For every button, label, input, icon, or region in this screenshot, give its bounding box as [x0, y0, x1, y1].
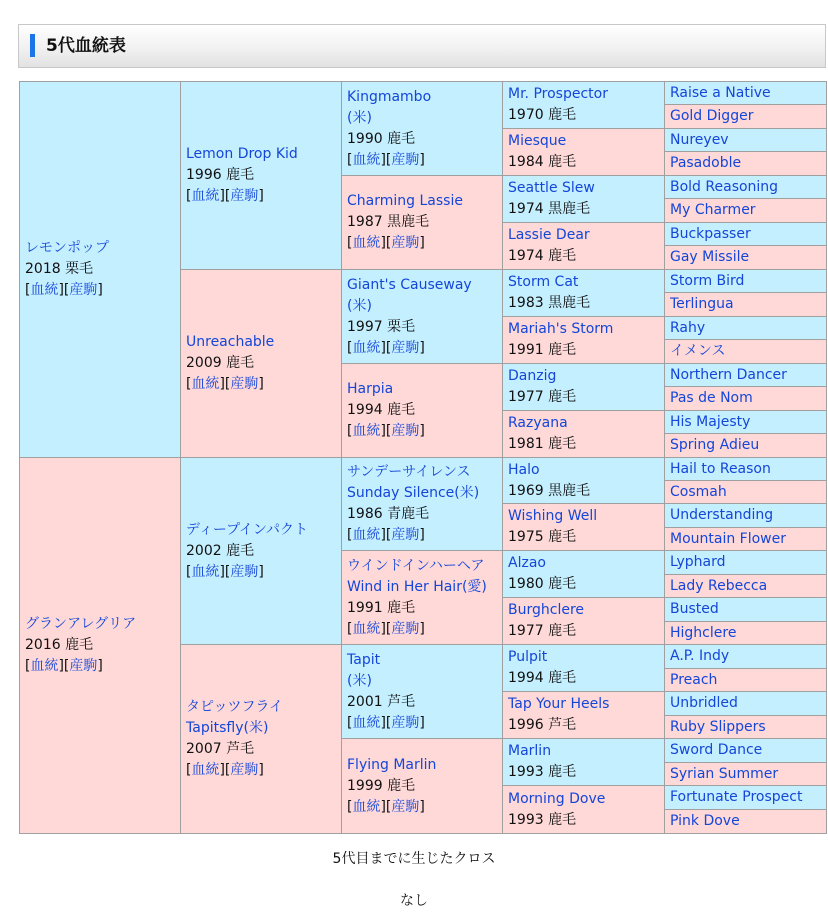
- horse-name-link[interactable]: イメンス: [670, 343, 726, 359]
- pedigree-cell-gen5: [665, 199, 826, 223]
- pedigree-cell-gen5: [665, 434, 826, 458]
- horse-info: 1983 黒鹿毛: [508, 295, 591, 311]
- pedigree-cell-gen5: [665, 622, 826, 645]
- bloodline-link[interactable]: 血統: [352, 151, 381, 168]
- horse-name-link[interactable]: Rahy: [670, 319, 706, 336]
- horse-links: [血統][産駒]: [186, 762, 264, 778]
- horse-name-link[interactable]: Unbridled: [670, 695, 738, 711]
- horse-name-link[interactable]: Sunday Silence(米): [347, 485, 480, 501]
- horse-name-link[interactable]: Miesque: [508, 133, 567, 149]
- cross-heading: 5代目までに生じたクロス: [332, 851, 496, 867]
- horse-name-link[interactable]: Pas de Nom: [670, 390, 753, 406]
- horse-name-link[interactable]: Raise a Native: [670, 84, 771, 101]
- horse-name-link[interactable]: Marlin: [508, 743, 552, 759]
- pedigree-cell-gen5: [665, 293, 826, 317]
- horse-info: 1993 鹿毛: [508, 811, 577, 828]
- horse-name-link[interactable]: Kingmambo: [347, 88, 432, 105]
- progeny-link[interactable]: 産駒: [391, 339, 420, 356]
- bloodline-link[interactable]: 血統: [352, 620, 381, 637]
- horse-name-link[interactable]: レモンポップ: [25, 240, 109, 256]
- section-header: [18, 24, 826, 68]
- horse-info: 1980 鹿毛: [508, 576, 577, 592]
- pedigree-cell-gen2: [181, 645, 342, 833]
- pedigree-cell-gen4: [503, 411, 665, 458]
- horse-name-link[interactable]: Harpia: [347, 381, 394, 397]
- pedigree-cell-gen5: [665, 716, 826, 739]
- horse-name-link[interactable]: Pink Dove: [670, 813, 740, 829]
- bloodline-link[interactable]: 血統: [352, 527, 381, 543]
- pedigree-cell-gen5: [665, 481, 826, 504]
- horse-info: 1994 鹿毛: [347, 402, 416, 418]
- progeny-link[interactable]: 産駒: [391, 235, 420, 251]
- horse-name-link[interactable]: Giant's Causeway: [347, 276, 472, 293]
- pedigree-cell-gen4: [503, 551, 665, 598]
- horse-name-link[interactable]: Northern Dancer: [670, 366, 787, 383]
- horse-name-link[interactable]: Flying Marlin: [347, 756, 437, 773]
- pedigree-cell-gen3: [342, 645, 503, 739]
- horse-name-link[interactable]: Sword Dance: [670, 742, 763, 758]
- pedigree-cell-gen5: [665, 739, 826, 763]
- pedigree-cell-gen4: [503, 504, 665, 551]
- pedigree-cell-gen4: [503, 645, 665, 692]
- horse-name-link[interactable]: グランアレグリア: [25, 616, 137, 632]
- horse-info: 1991 鹿毛: [508, 342, 577, 358]
- horse-links: [血統][産駒]: [186, 376, 264, 392]
- pedigree-cell-gen4: [503, 82, 665, 129]
- pedigree-cell-gen5: [665, 810, 826, 833]
- pedigree-cell-gen5: [665, 82, 826, 105]
- section-title: 5代血統表: [46, 36, 126, 56]
- horse-info: 2009 鹿毛: [186, 355, 255, 371]
- pedigree-cell-gen3: [342, 551, 503, 645]
- horse-links: [血統][産駒]: [347, 235, 425, 251]
- pedigree-cell-gen5: [665, 223, 826, 246]
- horse-links: [血統][産駒]: [186, 188, 264, 204]
- horse-info: 1977 鹿毛: [508, 389, 577, 405]
- pedigree-cell-gen5: [665, 504, 826, 528]
- horse-name-link[interactable]: Highclere: [670, 624, 737, 641]
- horse-name-link[interactable]: Charming Lassie: [347, 193, 463, 209]
- pedigree-cell-gen5: [665, 129, 826, 152]
- horse-links: [血統][産駒]: [347, 339, 425, 356]
- horse-info: 1994 鹿毛: [508, 670, 577, 686]
- pedigree-cell-gen4: [503, 317, 665, 364]
- progeny-link[interactable]: 産駒: [230, 762, 259, 778]
- header-accent-bar: [30, 34, 35, 57]
- bloodline-link[interactable]: 血統: [352, 714, 381, 731]
- horse-name-link[interactable]: (米): [347, 109, 372, 126]
- horse-name-link[interactable]: Storm Cat: [508, 274, 579, 290]
- progeny-link[interactable]: 産駒: [230, 376, 259, 392]
- horse-links: [血統][産駒]: [25, 658, 103, 674]
- cross-value: なし: [400, 893, 428, 909]
- progeny-link[interactable]: 産駒: [391, 527, 420, 543]
- pedigree-cell-gen5: [665, 152, 826, 176]
- horse-name-link[interactable]: Halo: [508, 461, 540, 478]
- horse-name-link[interactable]: Gay Missile: [670, 249, 750, 265]
- pedigree-cell-gen5: [665, 246, 826, 270]
- horse-info: 1987 黒鹿毛: [347, 214, 430, 230]
- pedigree-cell-gen4: [503, 739, 665, 786]
- horse-links: [血統][産駒]: [347, 714, 425, 731]
- bloodline-link[interactable]: 血統: [352, 235, 381, 251]
- horse-links: [血統][産駒]: [347, 527, 425, 543]
- pedigree-cell-gen2: [181, 458, 342, 645]
- pedigree-cell-gen5: [665, 763, 826, 786]
- pedigree-cell-gen4: [503, 129, 665, 176]
- progeny-link[interactable]: 産駒: [230, 563, 259, 580]
- bloodline-link[interactable]: 血統: [191, 376, 220, 392]
- horse-info: 1997 栗毛: [347, 318, 416, 335]
- pedigree-cell-gen2: [181, 82, 342, 270]
- pedigree-cell-gen5: [665, 411, 826, 434]
- pedigree-cell-gen3: [342, 176, 503, 270]
- horse-info: 2016 鹿毛: [25, 637, 94, 653]
- horse-name-link[interactable]: Pulpit: [508, 649, 548, 665]
- horse-name-link[interactable]: Hail to Reason: [670, 460, 771, 477]
- pedigree-cell-gen5: [665, 575, 826, 598]
- horse-info: 1970 鹿毛: [508, 107, 577, 123]
- pedigree-cell-gen5: [665, 598, 826, 622]
- pedigree-cell-gen5: [665, 786, 826, 810]
- horse-info: 1975 鹿毛: [508, 529, 577, 545]
- pedigree-cell-gen5: [665, 105, 826, 129]
- horse-name-link[interactable]: Syrian Summer: [670, 765, 779, 782]
- bloodline-link[interactable]: 血統: [352, 798, 381, 815]
- horse-info: 1991 鹿毛: [347, 599, 416, 616]
- horse-name-link[interactable]: A.P. Indy: [670, 648, 730, 664]
- horse-name-link[interactable]: (米): [347, 297, 372, 314]
- pedigree-cell-gen3: [342, 364, 503, 458]
- horse-info: 2001 芦毛: [347, 693, 416, 710]
- horse-name-link[interactable]: Fortunate Prospect: [670, 789, 803, 805]
- horse-name-link[interactable]: His Majesty: [670, 413, 751, 430]
- horse-name-link[interactable]: Burghclere: [508, 602, 585, 618]
- horse-name-link[interactable]: Understanding: [670, 507, 774, 523]
- pedigree-cell-gen5: [665, 528, 826, 551]
- bloodline-link[interactable]: 血統: [30, 282, 59, 298]
- horse-info: 1999 鹿毛: [347, 777, 416, 794]
- pedigree-cell-gen5: [665, 364, 826, 387]
- horse-name-link[interactable]: Unreachable: [186, 334, 275, 350]
- horse-name-link[interactable]: Lady Rebecca: [670, 577, 768, 594]
- horse-name-link[interactable]: Tap Your Heels: [508, 696, 610, 712]
- pedigree-cell-gen5: [665, 458, 826, 481]
- horse-name-link[interactable]: タピッツフライ: [186, 699, 284, 715]
- horse-name-link[interactable]: Lassie Dear: [508, 227, 590, 243]
- horse-name-link[interactable]: Wind in Her Hair(愛): [347, 578, 487, 595]
- horse-links: [血統][産駒]: [186, 563, 264, 580]
- bloodline-link[interactable]: 血統: [30, 658, 59, 674]
- pedigree-cell-gen3: [342, 82, 503, 176]
- horse-name-link[interactable]: サンデーサイレンス: [347, 464, 471, 480]
- horse-name-link[interactable]: Ruby Slippers: [670, 718, 766, 735]
- horse-name-link[interactable]: Alzao: [508, 555, 546, 571]
- horse-name-link[interactable]: My Charmer: [670, 202, 756, 218]
- progeny-link[interactable]: 産駒: [391, 620, 420, 637]
- pedigree-cell-gen2: [181, 270, 342, 458]
- pedigree-cell-gen1: [20, 458, 181, 833]
- horse-info: 1990 鹿毛: [347, 130, 416, 147]
- horse-name-link[interactable]: Preach: [670, 671, 718, 688]
- horse-name-link[interactable]: Tapit: [347, 651, 381, 668]
- bloodline-link[interactable]: 血統: [352, 339, 381, 356]
- horse-name-link[interactable]: Wishing Well: [508, 508, 598, 524]
- pedigree-cell-gen5: [665, 317, 826, 340]
- pedigree-cell-gen4: [503, 692, 665, 739]
- horse-name-link[interactable]: Buckpasser: [670, 225, 751, 242]
- horse-info: 1996 芦毛: [508, 717, 577, 733]
- horse-name-link[interactable]: Busted: [670, 601, 719, 617]
- horse-links: [血統][産駒]: [347, 151, 425, 168]
- pedigree-cell-gen5: [665, 551, 826, 575]
- horse-name-link[interactable]: Gold Digger: [670, 108, 754, 124]
- horse-name-link[interactable]: Tapitsfly(米): [186, 720, 269, 736]
- pedigree-cell-gen5: [665, 176, 826, 199]
- horse-info: 1974 鹿毛: [508, 248, 577, 264]
- progeny-link[interactable]: 産駒: [391, 151, 420, 168]
- bloodline-link[interactable]: 血統: [191, 563, 220, 580]
- progeny-link[interactable]: 産駒: [69, 658, 98, 674]
- pedigree-cell-gen5: [665, 387, 826, 411]
- horse-name-link[interactable]: Mariah's Storm: [508, 321, 614, 337]
- horse-name-link[interactable]: Lemon Drop Kid: [186, 146, 298, 162]
- horse-info: 1984 鹿毛: [508, 154, 577, 170]
- horse-name-link[interactable]: (米): [347, 672, 372, 689]
- bloodline-link[interactable]: 血統: [352, 423, 381, 439]
- horse-name-link[interactable]: Seattle Slew: [508, 180, 595, 196]
- horse-name-link[interactable]: Nureyev: [670, 131, 729, 148]
- pedigree-cell-gen4: [503, 270, 665, 317]
- progeny-link[interactable]: 産駒: [69, 282, 98, 298]
- horse-links: [血統][産駒]: [347, 620, 425, 637]
- horse-info: 1981 鹿毛: [508, 436, 577, 452]
- pedigree-cell-gen5: [665, 669, 826, 692]
- horse-name-link[interactable]: Lyphard: [670, 554, 726, 570]
- horse-info: 1969 黒鹿毛: [508, 482, 591, 499]
- pedigree-cell-gen1: [20, 82, 181, 458]
- pedigree-cell-gen5: [665, 692, 826, 716]
- horse-name-link[interactable]: Storm Bird: [670, 272, 745, 289]
- horse-info: 1993 鹿毛: [508, 764, 577, 780]
- horse-name-link[interactable]: ディープインパクト: [186, 521, 308, 538]
- pedigree-cell-gen5: [665, 340, 826, 364]
- bloodline-link[interactable]: 血統: [191, 762, 220, 778]
- horse-name-link[interactable]: Mr. Prospector: [508, 86, 608, 102]
- pedigree-cell-gen4: [503, 176, 665, 223]
- pedigree-cell-gen5: [665, 270, 826, 293]
- horse-name-link[interactable]: ウインドインハーヘア: [347, 557, 485, 574]
- pedigree-cell-gen3: [342, 739, 503, 833]
- horse-info: 1974 黒鹿毛: [508, 201, 591, 217]
- horse-links: [血統][産駒]: [347, 798, 425, 815]
- horse-name-link[interactable]: Terlingua: [670, 296, 734, 312]
- horse-links: [血統][産駒]: [347, 423, 425, 439]
- horse-info: 1977 鹿毛: [508, 623, 577, 639]
- pedigree-cell-gen3: [342, 270, 503, 364]
- horse-info: 1986 青鹿毛: [347, 506, 430, 522]
- pedigree-cell-gen4: [503, 786, 665, 833]
- horse-name-link[interactable]: Spring Adieu: [670, 437, 760, 453]
- horse-info: 2018 栗毛: [25, 261, 94, 277]
- progeny-link[interactable]: 産駒: [391, 798, 420, 815]
- pedigree-table: [19, 81, 827, 834]
- bloodline-link[interactable]: 血統: [191, 188, 220, 204]
- progeny-link[interactable]: 産駒: [391, 423, 420, 439]
- horse-name-link[interactable]: Bold Reasoning: [670, 178, 779, 195]
- horse-info: 2007 芦毛: [186, 741, 255, 757]
- horse-name-link[interactable]: Cosmah: [670, 483, 727, 500]
- horse-links: [血統][産駒]: [25, 282, 103, 298]
- progeny-link[interactable]: 産駒: [230, 188, 259, 204]
- pedigree-cell-gen4: [503, 458, 665, 504]
- pedigree-cell-gen4: [503, 364, 665, 411]
- horse-info: 1996 鹿毛: [186, 167, 255, 183]
- horse-name-link[interactable]: Danzig: [508, 368, 557, 384]
- pedigree-cell-gen3: [342, 458, 503, 551]
- horse-name-link[interactable]: Morning Dove: [508, 790, 606, 807]
- horse-name-link[interactable]: Pasadoble: [670, 155, 742, 171]
- pedigree-cell-gen4: [503, 223, 665, 270]
- pedigree-cell-gen5: [665, 645, 826, 669]
- progeny-link[interactable]: 産駒: [391, 714, 420, 731]
- horse-info: 2002 鹿毛: [186, 542, 255, 559]
- pedigree-cell-gen4: [503, 598, 665, 645]
- horse-name-link[interactable]: Mountain Flower: [670, 530, 786, 547]
- horse-name-link[interactable]: Razyana: [508, 415, 568, 431]
